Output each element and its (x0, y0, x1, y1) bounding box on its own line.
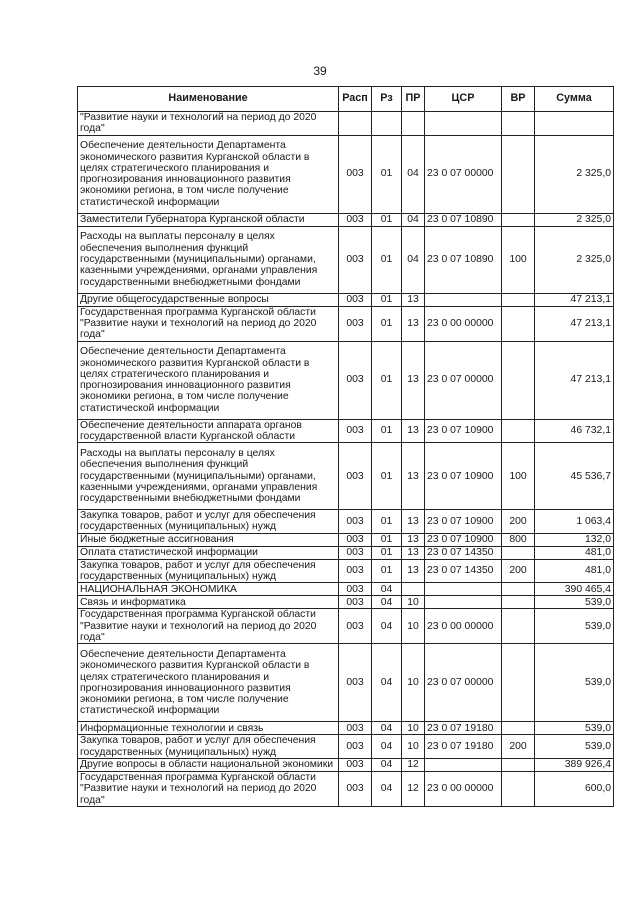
table-row (78, 771, 614, 806)
cell-csr: 23 0 07 19180 (425, 722, 502, 735)
cell-rasp: 003 (339, 546, 372, 559)
table-row (78, 559, 614, 583)
cell-csr: 23 0 00 00000 (425, 609, 502, 644)
cell-rz: 01 (372, 510, 402, 534)
cell-rz: 01 (372, 306, 402, 341)
table-row (78, 443, 614, 510)
cell-name: Закупка товаров, работ и услуг для обеспечения государственных (муниципальных) нужд (78, 735, 339, 759)
cell-sum: 2 325,0 (535, 213, 614, 226)
cell-vr (502, 596, 535, 609)
cell-sum: 539,0 (535, 644, 614, 722)
cell-rz: 01 (372, 135, 402, 213)
table-row (78, 510, 614, 534)
header-rasp: Расп (339, 87, 372, 112)
cell-name: Обеспечение деятельности аппарата органов государственной власти Курганской области (78, 419, 339, 443)
table-row (78, 583, 614, 596)
cell-csr: 23 0 07 10890 (425, 213, 502, 226)
cell-rz: 04 (372, 596, 402, 609)
cell-rasp: 003 (339, 213, 372, 226)
cell-sum: 539,0 (535, 609, 614, 644)
cell-vr: 800 (502, 533, 535, 546)
cell-vr (502, 306, 535, 341)
cell-csr: 23 0 07 00000 (425, 135, 502, 213)
table-row (78, 546, 614, 559)
header-name: Наименование (78, 87, 339, 112)
table-row (78, 758, 614, 771)
cell-sum: 1 063,4 (535, 510, 614, 534)
cell-csr: 23 0 07 10900 (425, 419, 502, 443)
cell-rasp: 003 (339, 341, 372, 419)
cell-pr: 13 (402, 546, 425, 559)
cell-sum: 600,0 (535, 771, 614, 806)
table-row (78, 341, 614, 419)
cell-name: Закупка товаров, работ и услуг для обеспечения государственных (муниципальных) нужд (78, 510, 339, 534)
table-row (78, 533, 614, 546)
cell-csr (425, 293, 502, 306)
cell-name: Обеспечение деятельности Департамента экономического развития Курганской области в целях стратегического планирования и прогнозирования инновационного развития экономики региона, в том числе получение статистической информации (78, 341, 339, 419)
cell-pr: 04 (402, 226, 425, 293)
cell-csr: 23 0 07 00000 (425, 644, 502, 722)
cell-name: Расходы на выплаты персоналу в целях обеспечения выполнения функций государственными (муниципальными) органами, казенными учреждениями, органами управления государственными внебюджетными фондами (78, 443, 339, 510)
table-row (78, 293, 614, 306)
cell-rasp: 003 (339, 293, 372, 306)
cell-rz: 01 (372, 419, 402, 443)
cell-rasp: 003 (339, 609, 372, 644)
cell-rz: 04 (372, 583, 402, 596)
table-row (78, 735, 614, 759)
cell-vr: 200 (502, 735, 535, 759)
cell-rasp: 003 (339, 510, 372, 534)
cell-pr: 13 (402, 419, 425, 443)
cell-csr (425, 596, 502, 609)
cell-rasp: 003 (339, 533, 372, 546)
cell-sum: 47 213,1 (535, 341, 614, 419)
cell-rz: 01 (372, 546, 402, 559)
cell-name: Связь и информатика (78, 596, 339, 609)
cell-rz: 04 (372, 722, 402, 735)
cell-name: Государственная программа Курганской области "Развитие науки и технологий на период до 2020 года" (78, 306, 339, 341)
cell-csr: 23 0 00 00000 (425, 306, 502, 341)
cell-vr (502, 609, 535, 644)
table-row (78, 135, 614, 213)
cell-sum: 2 325,0 (535, 135, 614, 213)
table-row (78, 306, 614, 341)
cell-name: Обеспечение деятельности Департамента экономического развития Курганской области в целях стратегического планирования и прогнозирования инновационного развития экономики региона, в том числе получение статистической информации (78, 135, 339, 213)
cell-vr (502, 771, 535, 806)
cell-rz: 01 (372, 293, 402, 306)
cell-pr: 10 (402, 722, 425, 735)
cell-csr: 23 0 07 10900 (425, 533, 502, 546)
cell-rz: 01 (372, 213, 402, 226)
cell-name: Государственная программа Курганской области "Развитие науки и технологий на период до 2020 года" (78, 609, 339, 644)
cell-rz: 01 (372, 341, 402, 419)
cell-rasp: 003 (339, 419, 372, 443)
cell-name: Оплата статистической информации (78, 546, 339, 559)
cell-pr: 13 (402, 341, 425, 419)
cell-vr (502, 583, 535, 596)
cell-rz: 04 (372, 644, 402, 722)
cell-pr: 04 (402, 213, 425, 226)
table-row (78, 226, 614, 293)
cell-csr: 23 0 00 00000 (425, 771, 502, 806)
cell-pr: 12 (402, 758, 425, 771)
cell-sum: 539,0 (535, 596, 614, 609)
cell-rz: 04 (372, 609, 402, 644)
cell-vr (502, 722, 535, 735)
table-row (78, 644, 614, 722)
header-sum: Сумма (535, 87, 614, 112)
cell-pr (402, 112, 425, 136)
cell-vr (502, 213, 535, 226)
cell-rasp: 003 (339, 583, 372, 596)
cell-sum: 45 536,7 (535, 443, 614, 510)
table-row (78, 419, 614, 443)
cell-vr (502, 293, 535, 306)
cell-vr (502, 135, 535, 213)
cell-rz: 04 (372, 771, 402, 806)
cell-name: Другие общегосударственные вопросы (78, 293, 339, 306)
page-number: 39 (313, 64, 327, 78)
cell-pr: 13 (402, 443, 425, 510)
table-row (78, 213, 614, 226)
cell-name: Обеспечение деятельности Департамента экономического развития Курганской области в целях стратегического планирования и прогнозирования инновационного развития экономики региона, в том числе получение статистической информации (78, 644, 339, 722)
cell-rz: 01 (372, 559, 402, 583)
cell-pr: 13 (402, 293, 425, 306)
cell-rz: 04 (372, 758, 402, 771)
cell-csr: 23 0 07 00000 (425, 341, 502, 419)
cell-name: Государственная программа Курганской области "Развитие науки и технологий на период до 2020 года" (78, 771, 339, 806)
cell-name: "Развитие науки и технологий на период до 2020 года" (78, 112, 339, 136)
cell-sum: 539,0 (535, 735, 614, 759)
table-body (78, 112, 614, 807)
cell-csr (425, 583, 502, 596)
cell-rasp: 003 (339, 735, 372, 759)
cell-rz: 01 (372, 443, 402, 510)
cell-pr: 12 (402, 771, 425, 806)
cell-pr: 04 (402, 135, 425, 213)
header-rz: Рз (372, 87, 402, 112)
cell-pr: 13 (402, 559, 425, 583)
cell-rasp: 003 (339, 771, 372, 806)
cell-name: НАЦИОНАЛЬНАЯ ЭКОНОМИКА (78, 583, 339, 596)
cell-sum: 46 732,1 (535, 419, 614, 443)
cell-vr (502, 546, 535, 559)
cell-rasp: 003 (339, 135, 372, 213)
cell-pr: 13 (402, 306, 425, 341)
header-csr: ЦСР (425, 87, 502, 112)
cell-csr: 23 0 07 19180 (425, 735, 502, 759)
cell-pr: 10 (402, 609, 425, 644)
cell-sum: 481,0 (535, 546, 614, 559)
cell-pr: 13 (402, 510, 425, 534)
table-row (78, 722, 614, 735)
cell-rasp: 003 (339, 758, 372, 771)
cell-csr: 23 0 07 10890 (425, 226, 502, 293)
cell-rasp: 003 (339, 306, 372, 341)
cell-rasp: 003 (339, 559, 372, 583)
cell-vr (502, 758, 535, 771)
cell-csr: 23 0 07 10900 (425, 510, 502, 534)
cell-sum: 481,0 (535, 559, 614, 583)
cell-vr (502, 644, 535, 722)
table-header-row (78, 87, 614, 112)
cell-name: Другие вопросы в области национальной экономики (78, 758, 339, 771)
budget-table (77, 86, 614, 807)
cell-vr: 200 (502, 510, 535, 534)
cell-csr: 23 0 07 10900 (425, 443, 502, 510)
cell-rasp: 003 (339, 443, 372, 510)
cell-sum: 390 465,4 (535, 583, 614, 596)
cell-rz: 01 (372, 533, 402, 546)
cell-name: Информационные технологии и связь (78, 722, 339, 735)
cell-name: Иные бюджетные ассигнования (78, 533, 339, 546)
cell-name: Расходы на выплаты персоналу в целях обеспечения выполнения функций государственными (муниципальными) органами, казенными учреждениями, органами управления государственными внебюджетными фондами (78, 226, 339, 293)
cell-sum: 132,0 (535, 533, 614, 546)
cell-rz (372, 112, 402, 136)
cell-csr: 23 0 07 14350 (425, 559, 502, 583)
cell-name: Заместители Губернатора Курганской области (78, 213, 339, 226)
cell-sum: 389 926,4 (535, 758, 614, 771)
cell-pr: 10 (402, 644, 425, 722)
cell-rasp: 003 (339, 722, 372, 735)
table-row (78, 596, 614, 609)
cell-csr: 23 0 07 14350 (425, 546, 502, 559)
cell-rasp (339, 112, 372, 136)
cell-rasp: 003 (339, 644, 372, 722)
cell-sum: 47 213,1 (535, 306, 614, 341)
cell-sum: 47 213,1 (535, 293, 614, 306)
cell-sum: 539,0 (535, 722, 614, 735)
cell-csr (425, 112, 502, 136)
table-row (78, 112, 614, 136)
table-row (78, 609, 614, 644)
cell-sum (535, 112, 614, 136)
cell-pr: 10 (402, 735, 425, 759)
cell-vr (502, 112, 535, 136)
cell-name: Закупка товаров, работ и услуг для обеспечения государственных (муниципальных) нужд (78, 559, 339, 583)
cell-rz: 04 (372, 735, 402, 759)
cell-rasp: 003 (339, 226, 372, 293)
cell-sum: 2 325,0 (535, 226, 614, 293)
cell-vr: 100 (502, 443, 535, 510)
cell-vr: 200 (502, 559, 535, 583)
cell-vr (502, 341, 535, 419)
cell-pr: 10 (402, 596, 425, 609)
cell-pr: 13 (402, 533, 425, 546)
cell-rz: 01 (372, 226, 402, 293)
cell-csr (425, 758, 502, 771)
header-pr: ПР (402, 87, 425, 112)
cell-rasp: 003 (339, 596, 372, 609)
cell-vr: 100 (502, 226, 535, 293)
cell-pr (402, 583, 425, 596)
header-vr: ВР (502, 87, 535, 112)
cell-vr (502, 419, 535, 443)
